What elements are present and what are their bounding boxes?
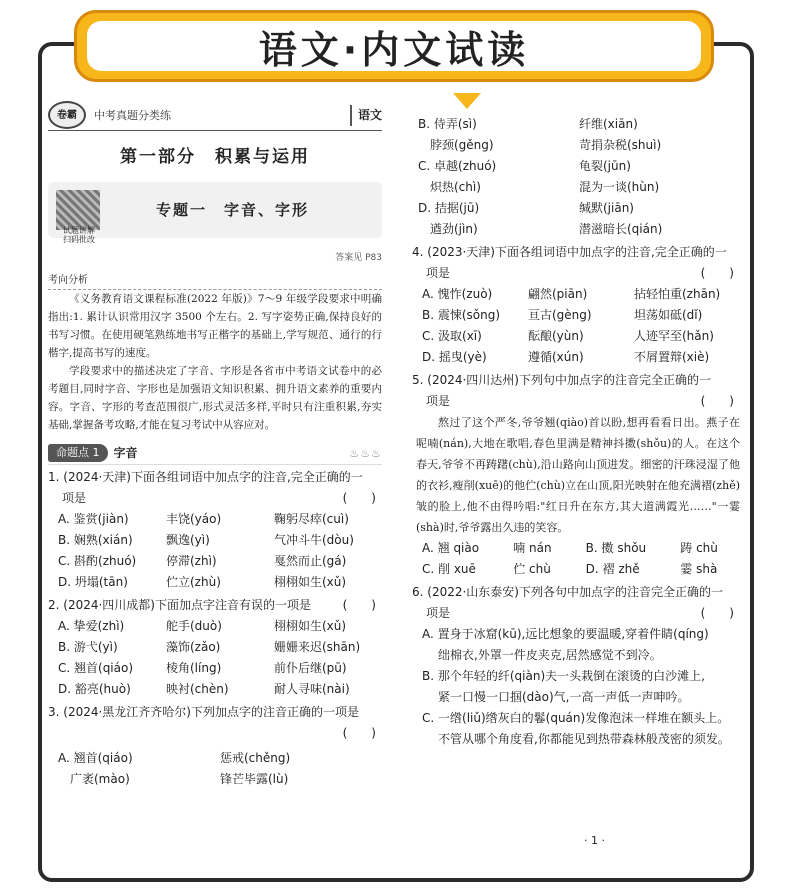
question-stem-line — [48, 723, 382, 744]
option: 拈轻怕重(zhān) — [634, 287, 721, 301]
analysis-paragraph: 《义务教育语文课程标准(2022 年版)》7～9 年级学段要求中明确指出:1. 累计认识常用汉字 3500 个左右。2. 写字姿势正确,保持良好的书写习惯。在使用硬笔熟练地书写正楷字的基础上,学写规范、通行的行楷字,提高书写的速度。 — [48, 293, 382, 359]
options-grid — [412, 538, 740, 580]
option-line: C. 一绺(liǔ)绺灰白的鬈(quán)发像泡沫一样堆在额头上。 — [422, 711, 730, 725]
question-stem: 项是 — [426, 266, 451, 280]
title-banner — [74, 10, 714, 82]
title-banner-inner — [87, 21, 701, 71]
option: 前仆后继(pū) — [274, 661, 347, 675]
question-stem: 3. (2024·黑龙江齐齐哈尔)下列加点字的注音正确的一项是 — [48, 705, 359, 719]
option: 气冲斗牛(dòu) — [274, 533, 354, 547]
knowledge-point-tag: 命题点 1 — [48, 444, 108, 462]
options-grid — [48, 616, 382, 700]
options-grid — [48, 509, 382, 593]
question-5 — [412, 370, 740, 580]
option: 栩栩如生(xǔ) — [274, 619, 347, 633]
long-option[interactable] — [412, 624, 740, 666]
option[interactable]: B. 侍弄(sì) — [418, 117, 477, 131]
option[interactable]: C. 削 xuē — [422, 562, 476, 576]
option[interactable]: C. 斟酌(zhuó) — [58, 554, 137, 568]
option[interactable]: D. 坍塌(tān) — [58, 575, 128, 589]
question-stem-line — [412, 263, 740, 284]
option[interactable]: D. 豁亮(huò) — [58, 682, 131, 696]
option: 飘逸(yì) — [166, 533, 210, 547]
option: 坦荡如砥(dǐ) — [634, 308, 703, 322]
option-line: A. 置身于冰窟(kū),远比想象的要温暖,穿着件睛(qíng) — [422, 627, 709, 641]
answer-blank[interactable]: ( ) — [342, 726, 376, 740]
brand-logo: 卷霸 — [48, 101, 86, 129]
option: 人迹罕至(hǎn) — [634, 329, 714, 343]
question-stem: 2. (2024·四川成都)下面加点字注音有误的一项是 — [48, 598, 311, 612]
question-stem: 6. (2022·山东泰安)下列各句中加点字的注音完全正确的一 — [412, 585, 723, 599]
question-stem-line — [412, 391, 740, 412]
option: 踌 chù — [680, 541, 718, 555]
option: 锋芒毕露(lù) — [220, 772, 289, 786]
topic-title: 专题一 字音、字形 — [156, 200, 310, 219]
option: 翩然(piān) — [528, 287, 588, 301]
topic-box — [48, 182, 382, 244]
option[interactable]: B. 娴熟(xián) — [58, 533, 133, 547]
option: 棱角(líng) — [166, 661, 222, 675]
question-2 — [48, 595, 382, 700]
options-grid — [412, 114, 740, 240]
answer-blank[interactable]: ( ) — [700, 606, 734, 620]
question-stem: 项是 — [426, 606, 451, 620]
options-grid — [48, 748, 382, 790]
option: 伫 chù — [513, 562, 551, 576]
option: 不屑置辩(xiè) — [634, 350, 710, 364]
option: 姗姗来迟(shān) — [274, 640, 361, 654]
analysis-heading: 考向分析 — [48, 273, 382, 290]
subject-label: 语文 — [350, 105, 382, 126]
knowledge-point-name: 字音 — [113, 445, 138, 460]
question-stem-line — [412, 603, 740, 624]
option: 混为一谈(hùn) — [579, 180, 660, 194]
right-column — [412, 100, 740, 750]
option: 惩戒(chěng) — [220, 751, 291, 765]
difficulty-icon: ♨♨♨ — [349, 446, 382, 460]
option: 藻饰(zǎo) — [166, 640, 221, 654]
question-1 — [48, 467, 382, 593]
answer-reference: 答案见 P83 — [335, 253, 382, 263]
option: 丰饶(yáo) — [166, 512, 222, 526]
option[interactable]: A. 鉴赏(jiàn) — [58, 512, 129, 526]
option: 广袤(mào) — [58, 772, 130, 786]
option[interactable]: A. 翘首(qiáo) — [58, 751, 133, 765]
option: 亘古(gèng) — [528, 308, 592, 322]
option-line: B. 那个年轻的纤(qiàn)夫一头栽倒在滚烫的白沙滩上, — [422, 669, 705, 683]
option-line: 绌棉衣,外罩一件皮夹克,居然感觉不到冷。 — [438, 648, 662, 662]
question-stem-line — [48, 595, 382, 616]
option: 栩栩如生(xǔ) — [274, 575, 347, 589]
option-line: 不管从哪个角度看,你都能见到热带森林般茂密的须发。 — [438, 732, 730, 746]
option[interactable]: A. 翘 qiào — [422, 541, 480, 555]
question-stem: 4. (2023·天津)下面各组词语中加点字的注音,完全正确的一 — [412, 245, 727, 259]
document-page — [44, 100, 744, 870]
option[interactable]: D. 摇曳(yè) — [422, 350, 487, 364]
series-name: 中考真题分类练 — [94, 108, 171, 122]
question-stem: 1. (2024·天津)下面各组词语中加点字的注音,完全正确的一 — [48, 470, 363, 484]
option: 炽热(chì) — [418, 180, 481, 194]
option: 舵手(duò) — [166, 619, 222, 633]
option[interactable]: B. 擞 shǒu — [585, 541, 647, 555]
option: 龟裂(jūn) — [579, 159, 631, 173]
option[interactable]: B. 震悚(sǒng) — [422, 308, 501, 322]
option: 遒劲(jìn) — [418, 222, 478, 236]
option: 纤维(xiān) — [579, 117, 638, 131]
question-stem: 项是 — [62, 491, 87, 505]
qr-code-icon[interactable] — [56, 190, 100, 230]
question-stem: 5. (2024·四川达州)下列句中加点字的注音完全正确的一 — [412, 373, 711, 387]
option[interactable]: A. 愧怍(zuò) — [422, 287, 493, 301]
option[interactable]: B. 游弋(yì) — [58, 640, 118, 654]
option: 伫立(zhù) — [166, 575, 221, 589]
qr-caption: 试题讲解 扫码批改 — [63, 226, 95, 244]
left-column — [48, 100, 382, 790]
option[interactable]: D. 褶 zhě — [585, 562, 640, 576]
page-header — [48, 100, 382, 131]
page-number: · 1 · — [584, 834, 605, 847]
option-line: 紧一口慢一口掴(dào)气,一高一声低一声呻吟。 — [438, 690, 690, 704]
reading-passage: 熬过了这个严冬,爷爷翘(qiào)首以盼,想再看看日出。燕子在呢喃(nán),大地在歌唱,春色里满是精神抖擞(shǒu)的人。在这个春天,爷爷不再踌躇(chù),沿山路向山顶进发。细密的汗珠浸湿了他的衣衫,瘦削(xuē)的他伫(chù)立在山顶,阳光映射在他充满褶(zhě)皱的脸上,他不由得吟唱:"红日升在东方,其大道满霞光……"一霎(shà)时,爷爷露出久违的笑容。 — [416, 416, 740, 534]
option: 喃 nán — [513, 541, 552, 555]
question-4 — [412, 242, 740, 368]
option[interactable]: A. 挚爱(zhì) — [58, 619, 125, 633]
option: 酝酿(yùn) — [528, 329, 584, 343]
question-stem: 项是 — [426, 394, 451, 408]
option[interactable]: D. 拮据(jū) — [418, 201, 480, 215]
analysis-paragraph: 学段要求中的描述决定了字音、字形是各省市中考语文试卷中的必考题目,同时字音、字形也是加强语文知识积累、拥升语文素养的重要内容。字音、字形的考查范围很广,形式灵活多样,平时只有注重积累,夯实基础,掌握备考攻略,才能在复习考试中从容应对。 — [48, 365, 382, 431]
knowledge-point-header — [48, 442, 382, 465]
long-option[interactable] — [412, 666, 740, 708]
option: 鞠躬尽瘁(cuì) — [274, 512, 349, 526]
answer-blank[interactable]: ( ) — [342, 598, 376, 612]
option: 霎 shà — [680, 562, 718, 576]
answer-blank[interactable]: ( ) — [700, 266, 734, 280]
option: 遵循(xún) — [528, 350, 584, 364]
banner-title: 语文·内文试读 — [258, 27, 530, 72]
option: 耐人寻味(nài) — [274, 682, 350, 696]
long-option[interactable] — [412, 708, 740, 750]
question-6 — [412, 582, 740, 750]
part-title: 第一部分 积累与运用 — [120, 147, 310, 167]
question-stem-line — [48, 488, 382, 509]
answer-blank[interactable]: ( ) — [342, 491, 376, 505]
options-grid — [412, 284, 740, 368]
option: 潜滋暗长(qián) — [579, 222, 663, 236]
option: 停滞(zhì) — [166, 554, 217, 568]
option: 缄默(jiān) — [579, 201, 634, 215]
option[interactable]: C. 翘首(qiáo) — [58, 661, 134, 675]
option[interactable]: C. 汲取(xī) — [422, 329, 482, 343]
option: 脖颈(gěng) — [418, 138, 494, 152]
option: 映衬(chèn) — [166, 682, 229, 696]
answer-blank[interactable]: ( ) — [700, 394, 734, 408]
option: 戛然而止(gá) — [274, 554, 347, 568]
option[interactable]: C. 卓越(zhuó) — [418, 159, 497, 173]
question-3 — [48, 702, 382, 790]
option: 苛捐杂税(shuì) — [579, 138, 662, 152]
